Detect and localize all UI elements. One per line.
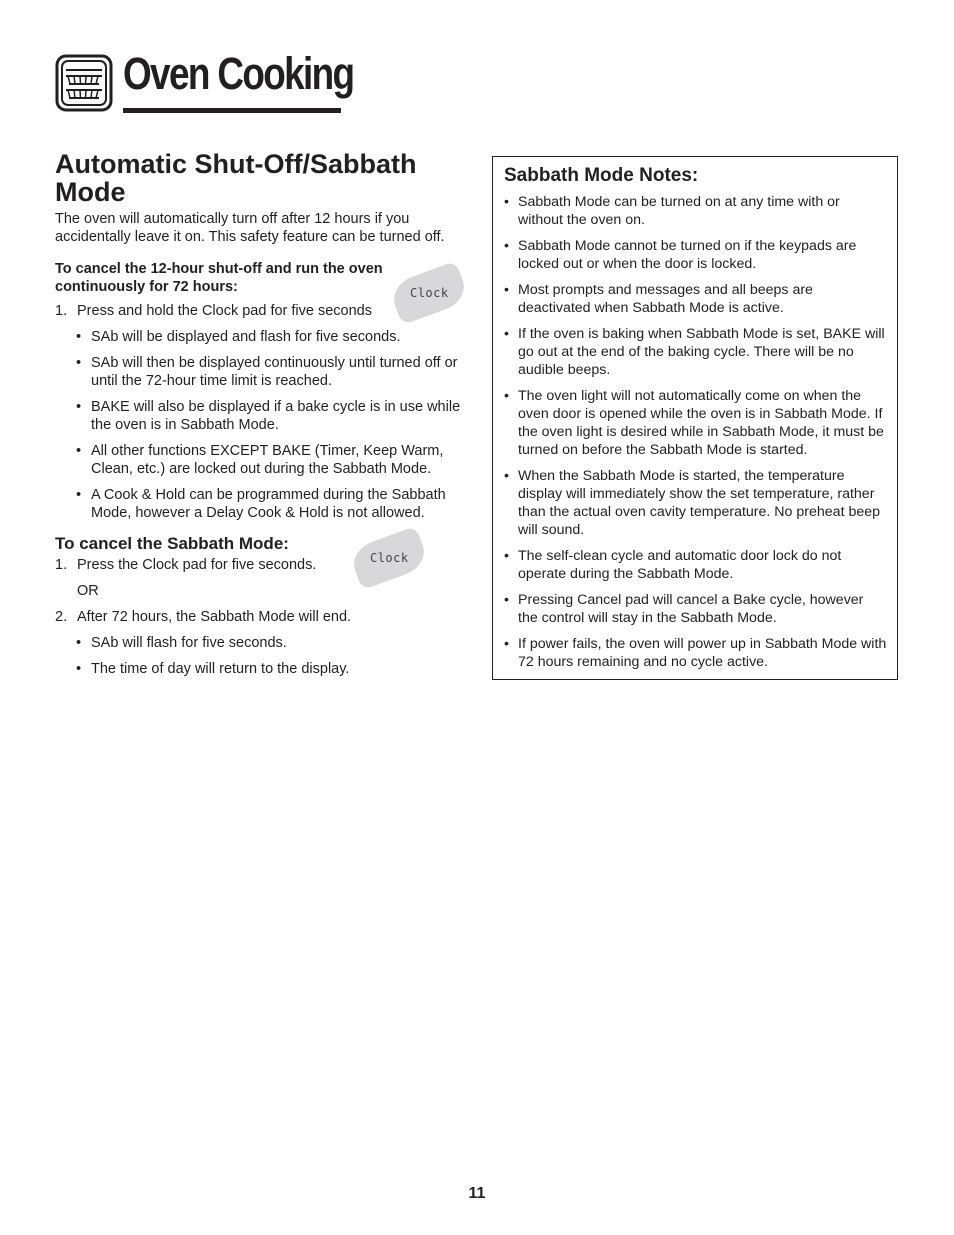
page-title: Oven Cooking [123,48,354,99]
bullet-glyph: • [504,548,509,564]
bullet-glyph: • [504,238,509,254]
list-item: • BAKE will also be displayed if a bake cycle is in use while the oven is in Sabbath Mode. [76,399,461,433]
step-number: 2. [55,609,68,625]
bullet-glyph: • [504,282,509,298]
bullet-glyph: • [504,326,509,342]
bullet-glyph: • [504,194,509,210]
step-text: After 72 hours, the Sabbath Mode will end. [77,609,352,625]
notes-list [504,193,887,671]
list-item: • Sabbath Mode cannot be turned on if the keypads are locked out or when the door is locked. [504,238,857,272]
step-number: 1. [55,303,68,319]
step-1-bullets [55,328,465,522]
bullet-glyph: • [504,468,509,484]
list-item: • Sabbath Mode can be turned on at any time with or without the oven on. [504,194,840,228]
clock-pad-label: Clock [369,551,409,565]
oven-icon [55,54,113,112]
list-item: • A Cook & Hold can be programmed during the Sabbath Mode, however a Delay Cook & Hold is not allowed. [76,487,446,521]
bullet-glyph: • [76,399,82,415]
shutoff-section [55,150,465,678]
page-header [55,48,354,116]
bullet-glyph: • [76,487,82,503]
list-item: • If the oven is baking when Sabbath Mode is set, BAKE will go out at the end of the baking cycle. There will be no audible beeps. [504,326,885,378]
notes-title: Sabbath Mode Notes: [504,165,699,186]
bullet-glyph: • [504,388,509,404]
list-item: • All other functions EXCEPT BAKE (Timer, Keep Warm, Clean, etc.) are locked out during the Sabbath Mode. [76,443,444,477]
list-item: • The time of day will return to the display. [76,661,350,677]
intro-paragraph: The oven will automatically turn off after 12 hours if you accidentally leave it on. This safety feature can be turned off. [55,211,445,245]
cancel-bullets [55,634,465,678]
list-item: • SAb will flash for five seconds. [76,635,287,651]
or-text: OR [77,583,99,599]
bullet-glyph: • [504,592,509,608]
section-title: Automatic Shut-Off/Sabbath Mode [55,149,417,207]
page-number: 11 [468,1185,486,1202]
step-text: Press and hold the Clock pad for five seconds [77,303,372,319]
sabbath-notes-box [492,156,898,680]
list-item: • The oven light will not automatically come on when the oven door is opened while the oven is in Sabbath Mode. If the oven light is desired while in Sabbath Mode, it must be turned on before the Sabbath Mode is started. [504,388,884,458]
bullet-glyph: • [504,636,509,652]
list-item: • Pressing Cancel pad will cancel a Bake cycle, however the control will stay in the Sabbath Mode. [504,592,864,626]
bullet-glyph: • [76,443,82,459]
step-number: 1. [55,557,68,573]
list-item: • If power fails, the oven will power up in Sabbath Mode with 72 hours remaining and no cycle active. [504,636,887,670]
bullet-glyph: • [76,329,82,345]
bullet-glyph: • [76,661,82,677]
bullet-glyph: • [76,355,82,371]
cancel-shutoff-heading: To cancel the 12-hour shut-off and run the oven continuously for 72 hours: [55,261,383,295]
cancel-sabbath-heading: To cancel the Sabbath Mode: [55,534,289,553]
list-item: • When the Sabbath Mode is started, the temperature display will immediately show the set temperature, rather than the actual oven cavity temperature. No preheat beep will sound. [504,468,881,538]
list-item: • SAb will be displayed and flash for five seconds. [76,329,401,345]
clock-pad-label: Clock [409,286,449,300]
cancel-step-2 [55,608,465,626]
bullet-glyph: • [76,635,82,651]
list-item: • Most prompts and messages and all beeps are deactivated when Sabbath Mode is active. [504,282,813,316]
title-underline [123,108,341,113]
list-item: • The self-clean cycle and automatic door lock do not operate during the Sabbath Mode. [504,548,842,582]
step-text: Press the Clock pad for five seconds. [77,557,317,573]
list-item: • SAb will then be displayed continuously until turned off or until the 72-hour time limit is reached. [76,355,458,389]
